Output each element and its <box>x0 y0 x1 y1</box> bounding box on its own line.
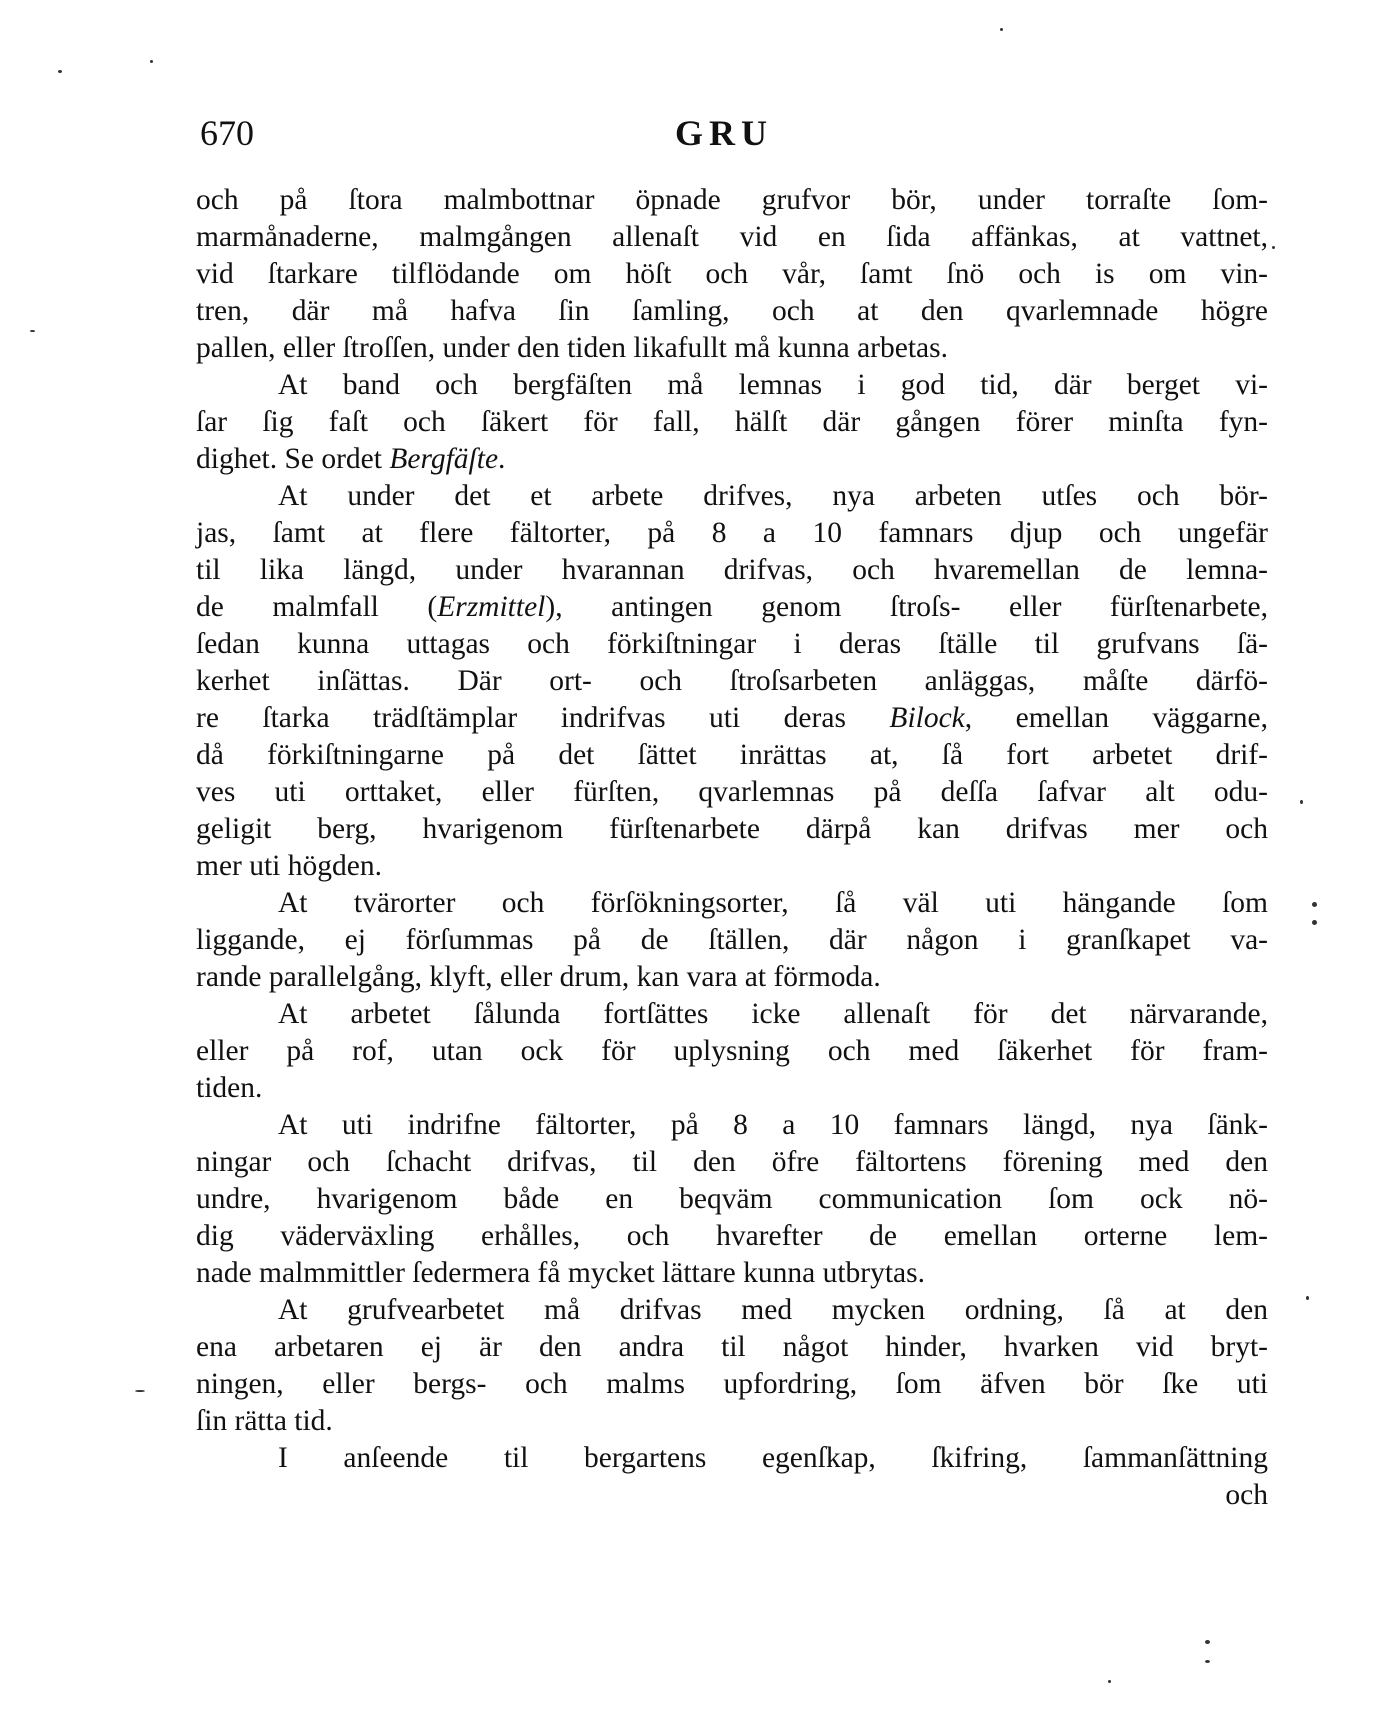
text-fragment: re ſtarka trädſtämplar indrifvas uti deras <box>196 702 890 734</box>
scan-speck <box>1205 1640 1210 1644</box>
text-line: och på ſtora malmbottnar öpnade grufvor bör, under torraſte ſom- <box>196 184 1268 216</box>
paragraph <box>196 885 1268 996</box>
scan-speck <box>135 1390 145 1392</box>
text-line: då förkiſtningarne på det ſättet inrättas at, ſå fort arbetet drif- <box>196 739 1268 771</box>
text-fragment: dighet. Se ordet <box>196 443 390 475</box>
paragraph <box>196 1107 1268 1292</box>
text-line: kerhet inſättas. Där ort- och ſtroſsarbeten anläggas, måſte därfö- <box>196 665 1268 697</box>
text-line: I anſeende til bergartens egenſkap, ſkifring, ſammanſättning <box>278 1442 1268 1474</box>
text-line <box>196 700 1268 737</box>
scan-speck <box>1000 28 1003 31</box>
paragraph <box>196 1440 1268 1514</box>
text-line: At arbetet ſålunda fortſättes icke allenaſt för det närvarande, <box>278 998 1268 1030</box>
text-line: rande parallelgång, klyft, eller drum, kan vara at förmoda. <box>196 961 881 993</box>
scan-speck <box>150 60 153 63</box>
body-text <box>196 182 1268 1514</box>
text-line: ningar och ſchacht drifvas, til den öfre fältortens förening med den <box>196 1146 1268 1178</box>
scan-speck <box>1108 1680 1111 1683</box>
german-term: Erzmittel <box>437 591 546 623</box>
text-fragment: , emellan väggarne, <box>964 702 1268 734</box>
text-line: At uti indrifne fältorter, på 8 a 10 famnars längd, nya ſänk- <box>278 1109 1268 1141</box>
text-line: ſin rätta tid. <box>196 1405 333 1437</box>
text-line: marmånaderne, malmgången allenaſt vid en ſida affänkas, at vattnet, <box>196 221 1268 253</box>
text-line: ningen, eller bergs- och malms upfordring, ſom äfven bör ſke uti <box>196 1368 1268 1400</box>
scan-speck <box>1272 246 1275 249</box>
paragraph <box>196 996 1268 1107</box>
scan-speck <box>1312 920 1317 925</box>
text-line: tiden. <box>196 1072 263 1104</box>
catchword: och <box>1225 1479 1268 1511</box>
text-line: ves uti orttaket, eller fürſten, qvarlemnas på deſſa ſafvar alt odu- <box>196 776 1268 808</box>
text-line: ſar ſig faſt och ſäkert för fall, hälſt där gången förer minſta fyn- <box>196 406 1268 438</box>
scan-speck <box>58 70 62 73</box>
paragraph <box>196 182 1268 367</box>
paragraph <box>196 1292 1268 1440</box>
text-line: jas, ſamt at flere fältorter, på 8 a 10 famnars djup och ungefär <box>196 517 1268 549</box>
text-line: til lika längd, under hvarannan drifvas, och hvaremellan de lemna- <box>196 554 1268 586</box>
cross-reference: Bergfäſte <box>389 443 499 475</box>
scan-speck <box>1205 1660 1210 1663</box>
text-line: At grufvearbetet må drifvas med mycken ordning, ſå at den <box>278 1294 1268 1326</box>
text-line: dig väderväxling erhålles, och hvarefter de emellan orterne lem- <box>196 1220 1268 1252</box>
text-line: At band och bergfäſten må lemnas i god tid, där berget vi- <box>278 369 1268 401</box>
scan-speck <box>30 330 35 332</box>
text-line: ena arbetaren ej är den andra til något hinder, hvarken vid bryt- <box>196 1331 1268 1363</box>
text-line: mer uti högden. <box>196 850 382 882</box>
paragraph <box>196 478 1268 885</box>
text-fragment: ), antingen genom ſtroſs- eller fürſtenarbete, <box>545 591 1268 623</box>
running-head <box>200 112 1260 162</box>
scan-speck <box>1312 902 1317 907</box>
page-number: 670 <box>200 113 254 153</box>
paragraph <box>196 367 1268 478</box>
text-line: ſedan kunna uttagas och förkiſtningar i deras ſtälle til grufvans ſä- <box>196 628 1268 660</box>
text-line: vid ſtarkare tilflödande om höſt och vår, ſamt ſnö och is om vin- <box>196 258 1268 290</box>
german-term: Bilock <box>889 702 965 734</box>
text-line: nade malmmittler ſedermera få mycket lättare kunna utbrytas. <box>196 1257 926 1289</box>
text-line: geligit berg, hvarigenom fürſtenarbete därpå kan drifvas mer och <box>196 813 1268 845</box>
text-fragment: . <box>498 443 506 475</box>
text-line: eller på rof, utan ock för uplysning och med ſäkerhet för fram- <box>196 1035 1268 1067</box>
text-line: pallen, eller ſtroſſen, under den tiden likafullt må kunna arbetas. <box>196 332 948 364</box>
text-line <box>196 441 1268 478</box>
text-line: At tvärorter och förſökningsorter, ſå väl uti hängande ſom <box>278 887 1268 919</box>
text-line: liggande, ej förſummas på de ſtällen, där någon i granſkapet va- <box>196 924 1268 956</box>
scan-speck <box>1306 1296 1309 1300</box>
text-line <box>196 589 1268 626</box>
text-line: undre, hvarigenom både en beqväm communication ſom ock nö- <box>196 1183 1268 1215</box>
text-line: At under det et arbete drifves, nya arbeten utſes och bör- <box>278 480 1268 512</box>
text-fragment: de malmfall ( <box>196 591 438 623</box>
running-title: GRU <box>675 113 773 153</box>
text-line: tren, där må hafva ſin ſamling, och at den qvarlemnade högre <box>196 295 1268 327</box>
scan-speck <box>1300 800 1303 804</box>
